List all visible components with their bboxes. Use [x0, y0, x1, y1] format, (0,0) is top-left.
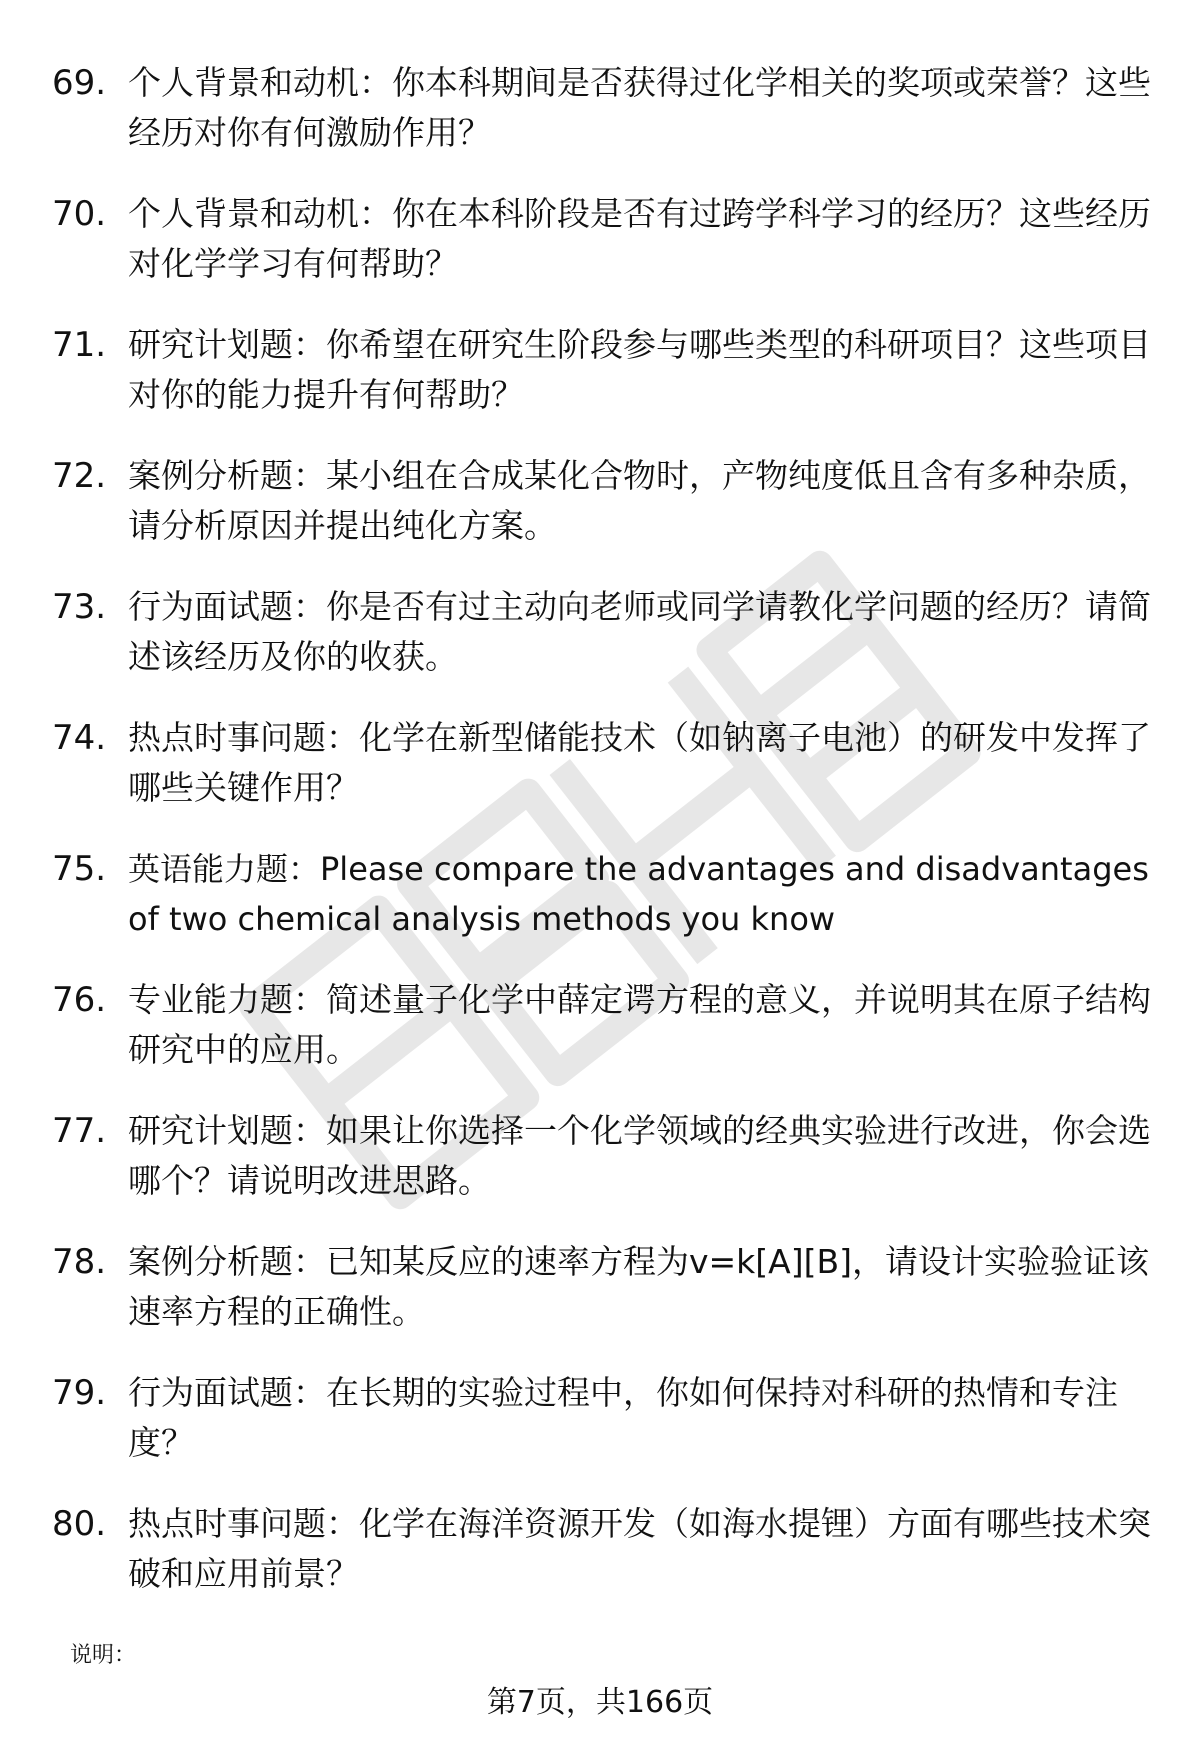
question-number: 73. — [52, 587, 107, 627]
question-text: 英语能力题：Please compare the advantages and disadvantages of two chemical analysis methods you know — [128, 850, 1149, 938]
question-item — [0, 582, 1200, 713]
question-item — [0, 975, 1200, 1106]
question-item — [0, 1368, 1200, 1499]
question-item — [0, 713, 1200, 844]
note-label: 说明： — [70, 1643, 137, 1668]
question-text: 热点时事问题：化学在新型储能技术（如钠离子电池）的研发中发挥了哪些关键作用？ — [128, 718, 1151, 807]
question-number: 71. — [52, 325, 107, 365]
question-number: 78. — [52, 1242, 107, 1282]
question-item — [0, 320, 1200, 451]
question-number: 79. — [52, 1373, 107, 1413]
question-text: 研究计划题：你希望在研究生阶段参与哪些类型的科研项目？这些项目对你的能力提升有何帮助？ — [128, 325, 1151, 414]
question-item — [0, 1237, 1200, 1368]
question-item — [0, 844, 1200, 975]
page-footer: 第7页，共166页 — [486, 1685, 714, 1720]
question-number: 72. — [52, 456, 107, 496]
question-text: 热点时事问题：化学在海洋资源开发（如海水提锂）方面有哪些技术突破和应用前景？ — [128, 1504, 1151, 1593]
question-text: 行为面试题：你是否有过主动向老师或同学请教化学问题的经历？请简述该经历及你的收获。 — [128, 587, 1151, 676]
question-text: 行为面试题：在长期的实验过程中，你如何保持对科研的热情和专注度？ — [128, 1373, 1118, 1462]
question-text: 研究计划题：如果让你选择一个化学领域的经典实验进行改进，你会选哪个？请说明改进思路。 — [128, 1111, 1151, 1200]
question-item — [0, 451, 1200, 582]
question-text: 案例分析题：某小组在合成某化合物时，产物纯度低且含有多种杂质，请分析原因并提出纯化方案。 — [128, 456, 1151, 545]
question-number: 70. — [52, 194, 107, 234]
question-list — [0, 58, 1200, 1630]
question-number: 69. — [52, 63, 107, 103]
question-item — [0, 1106, 1200, 1237]
question-text: 个人背景和动机：你本科期间是否获得过化学相关的奖项或荣誉？这些经历对你有何激励作用？ — [128, 63, 1151, 152]
question-text: 个人背景和动机：你在本科阶段是否有过跨学科学习的经历？这些经历对化学学习有何帮助？ — [128, 194, 1151, 283]
question-number: 74. — [52, 718, 107, 758]
question-item — [0, 1499, 1200, 1630]
question-item — [0, 58, 1200, 189]
question-text: 专业能力题：简述量子化学中薛定谔方程的意义，并说明其在原子结构研究中的应用。 — [128, 980, 1151, 1069]
question-item — [0, 189, 1200, 320]
question-text: 案例分析题：已知某反应的速率方程为v=k[A][B]，请设计实验验证该速率方程的正确性。 — [128, 1242, 1150, 1331]
question-number: 75. — [52, 849, 107, 889]
question-number: 80. — [52, 1504, 107, 1544]
question-number: 76. — [52, 980, 107, 1020]
question-number: 77. — [52, 1111, 107, 1151]
